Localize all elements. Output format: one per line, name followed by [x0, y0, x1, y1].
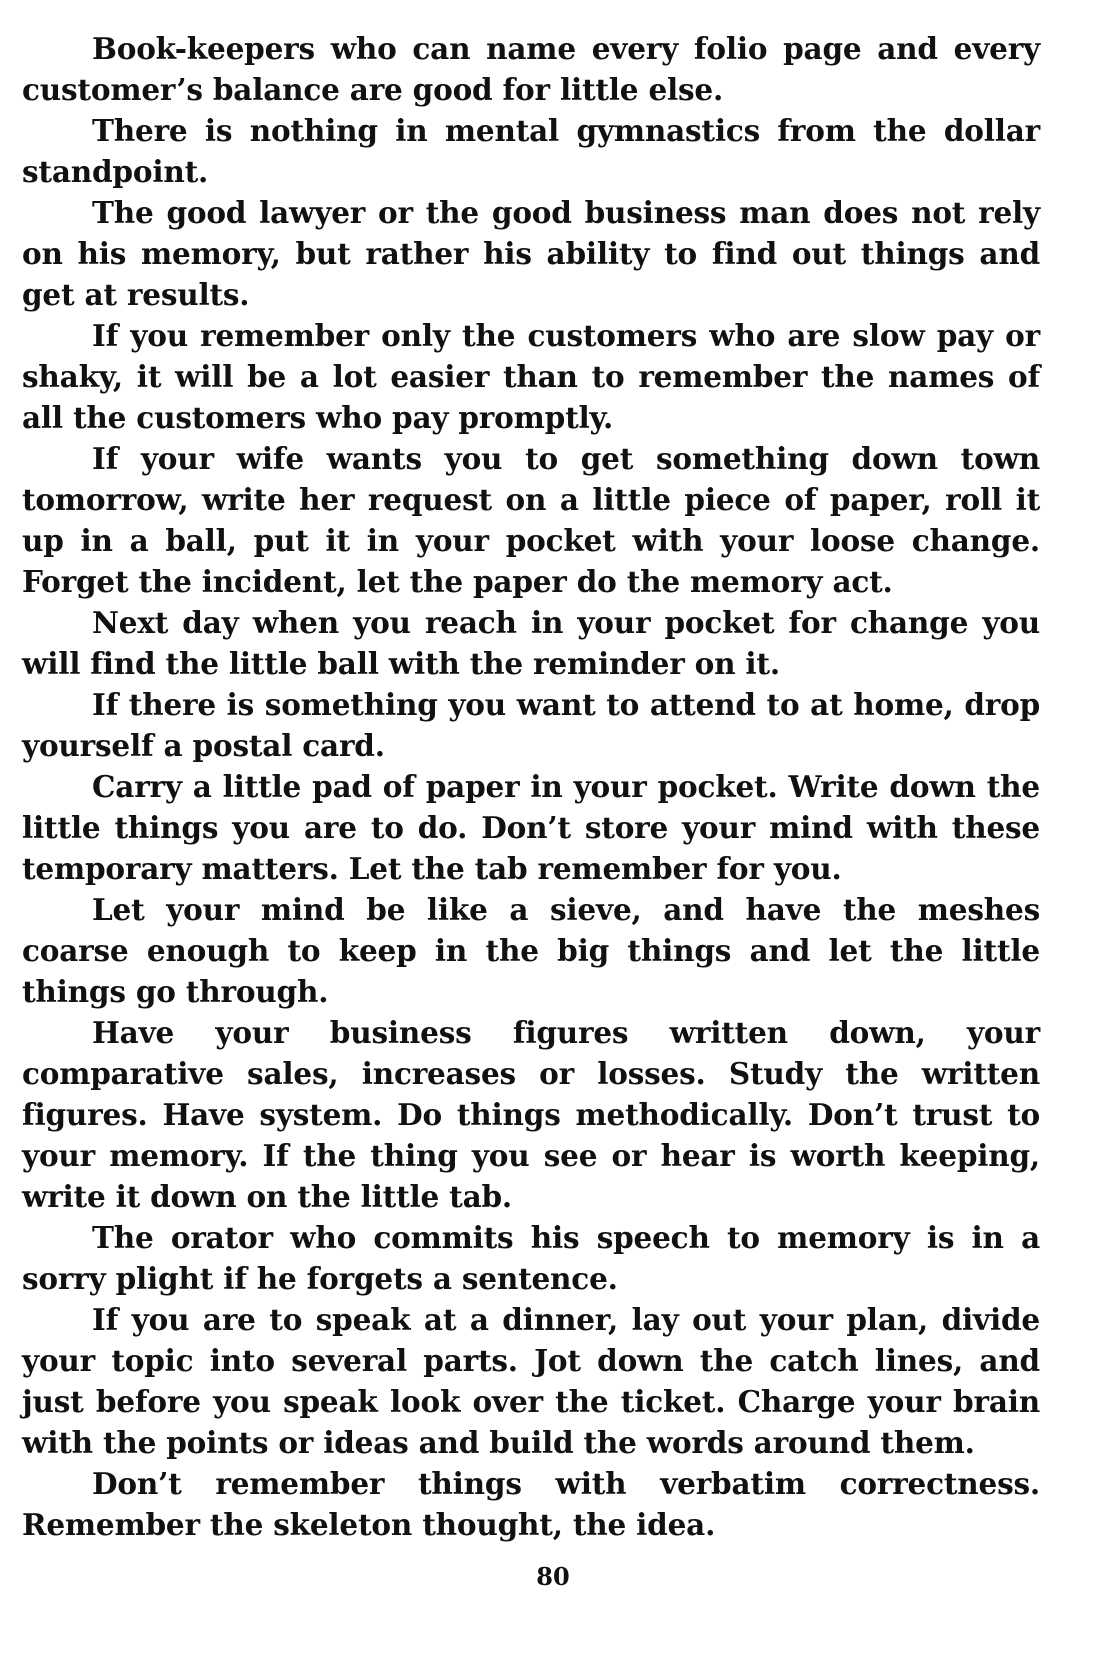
paragraph-orator: The orator who commits his speech to memory is in a sorry plight if he forgets a sentence.	[22, 1220, 1040, 1296]
paragraph-wife-request: If your wife wants you to get something down town tomorrow, write her request on a little piece of paper, roll it up in a ball, put it in your pocket with your loose change. Forget the incident, let the paper do the memory act.	[22, 441, 1040, 599]
paragraph-slow-pay-customers: If you remember only the customers who are slow pay or shaky, it will be a lot easier than to remember the names of all the customers who pay promptly.	[22, 318, 1040, 435]
paragraph-sieve: Let your mind be like a sieve, and have the meshes coarse enough to keep in the big things and let the little things go through.	[22, 892, 1040, 1009]
body-text	[22, 28, 1040, 1545]
paragraph-mental-gymnastics: There is nothing in mental gymnastics from the dollar standpoint.	[22, 113, 1040, 189]
page-number: 80	[536, 1562, 570, 1591]
paragraph-business-figures: Have your business figures written down, your comparative sales, increases or losses. Study the written figures. Have system. Do things methodically. Don’t trust to your memory. If the thing you see or hear is worth keeping, write it down on the little tab.	[22, 1015, 1040, 1214]
paragraph-next-day: Next day when you reach in your pocket for change you will find the little ball with the reminder on it.	[22, 605, 1040, 681]
paragraph-good-lawyer: The good lawyer or the good business man does not rely on his memory, but rather his ability to find out things and get at results.	[22, 195, 1040, 312]
paragraph-postal-card: If there is something you want to attend to at home, drop yourself a postal card.	[22, 687, 1040, 763]
paragraph-pad-of-paper: Carry a little pad of paper in your pocket. Write down the little things you are to do. Don’t store your mind with these temporary matters. Let the tab remember for you.	[22, 769, 1040, 886]
paragraph-dinner-speech: If you are to speak at a dinner, lay out your plan, divide your topic into several parts. Jot down the catch lines, and just before you speak look over the ticket. Charge your brain with the points or ideas and build the words around them.	[22, 1302, 1040, 1460]
paragraph-skeleton-thought: Don’t remember things with verbatim correctness. Remember the skeleton thought, the idea.	[22, 1466, 1040, 1542]
paragraph-bookkeepers: Book-keepers who can name every folio page and every customer’s balance are good for little else.	[22, 31, 1040, 107]
